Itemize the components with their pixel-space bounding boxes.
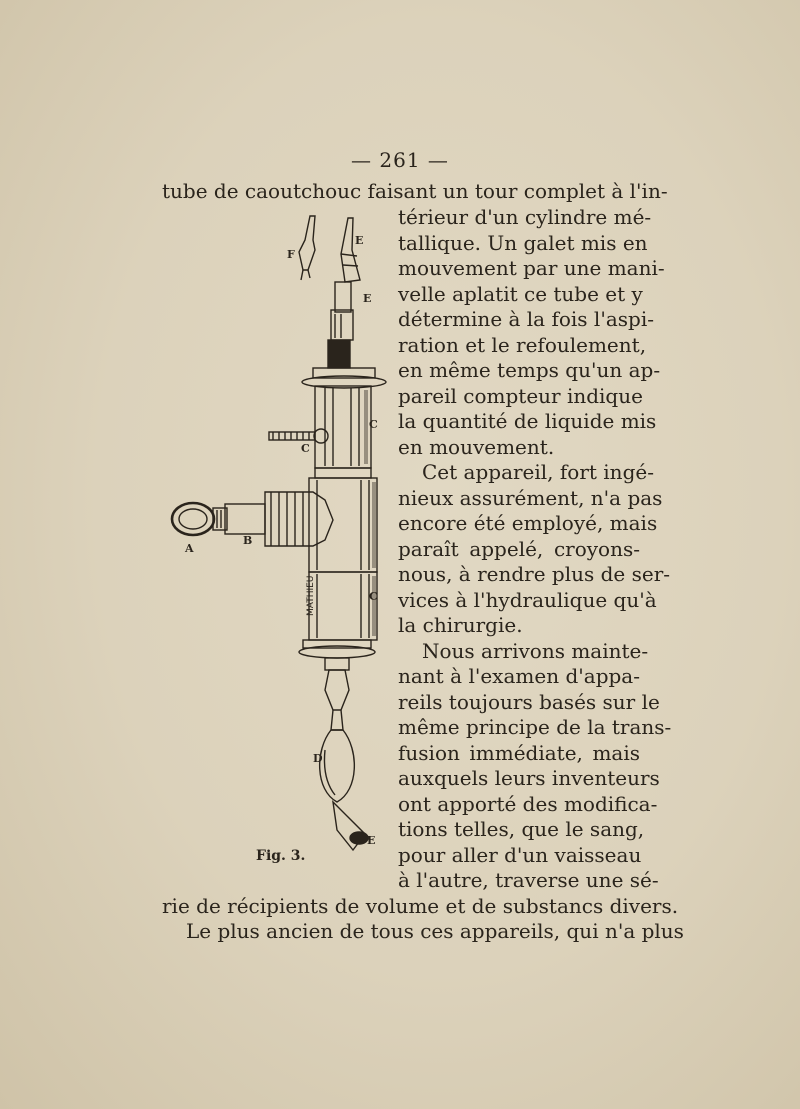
text-line: auxquels leurs inventeurs [398, 766, 660, 790]
figure-label-b: B [243, 534, 253, 547]
text-line: Nous arrivons mainte- [422, 639, 649, 663]
text-line: tions telles, que le sang, [398, 817, 645, 841]
text-line: tube de caoutchouc faisant un tour complet à l'in- [162, 179, 668, 203]
figure-label-e-mid: E [363, 292, 372, 305]
text-line: mouvement par une mani- [398, 256, 665, 280]
text-line: pour aller d'un vaisseau [398, 843, 642, 867]
transfusion-apparatus-illustration [165, 210, 395, 870]
text-line: nant à l'examen d'appa- [398, 664, 640, 688]
text-line: nieux assurément, n'a pas [398, 486, 663, 510]
text-line: velle aplatit ce tube et y [398, 282, 643, 306]
figure-label-c-left: C [301, 442, 310, 455]
text-line: térieur d'un cylindre mé- [398, 205, 652, 229]
text-line: la quantité de liquide mis [398, 409, 657, 433]
text-line: Le plus ancien de tous ces appareils, qui n'a plus [186, 919, 684, 943]
figure-label-d: D [313, 752, 323, 765]
text-line: en mouvement. [398, 435, 555, 459]
text-line: ont apporté des modifica- [398, 792, 658, 816]
text-line: en même temps qu'un ap- [398, 358, 661, 382]
text-line: tallique. Un galet mis en [398, 231, 648, 255]
text-line: pareil compteur indique [398, 384, 643, 408]
text-line: même principe de la trans- [398, 715, 672, 739]
figure-caption: Fig. 3. [256, 848, 306, 864]
figure-label-c-low: C [369, 590, 378, 603]
figure-label-e-low: E [367, 834, 376, 847]
text-line: Cet appareil, fort ingé- [422, 460, 654, 484]
text-line: encore été employé, mais [398, 511, 658, 535]
text-line: nous, à rendre plus de ser- [398, 562, 671, 586]
page-number: — 261 — [351, 148, 449, 172]
figure-label-f: F [287, 248, 295, 261]
figure-label-a: A [185, 542, 194, 555]
text-line: reils toujours basés sur le [398, 690, 660, 714]
text-line: vices à l'hydraulique qu'à [398, 588, 657, 612]
text-line: ration et le refoulement, [398, 333, 647, 357]
text-line: fusion immédiate, mais [398, 741, 640, 765]
figure-label-c-top: C [369, 418, 378, 431]
text-line: la chirurgie. [398, 613, 523, 637]
text-line: rie de récipients de volume et de substancs divers. [162, 894, 679, 918]
maker-mark: MATHIEU [306, 575, 316, 616]
text-line: paraît appelé, croyons- [398, 537, 640, 561]
text-line: à l'autre, traverse une sé- [398, 868, 659, 892]
figure-label-e-top: E [355, 234, 364, 247]
text-line: détermine à la fois l'aspi- [398, 307, 654, 331]
